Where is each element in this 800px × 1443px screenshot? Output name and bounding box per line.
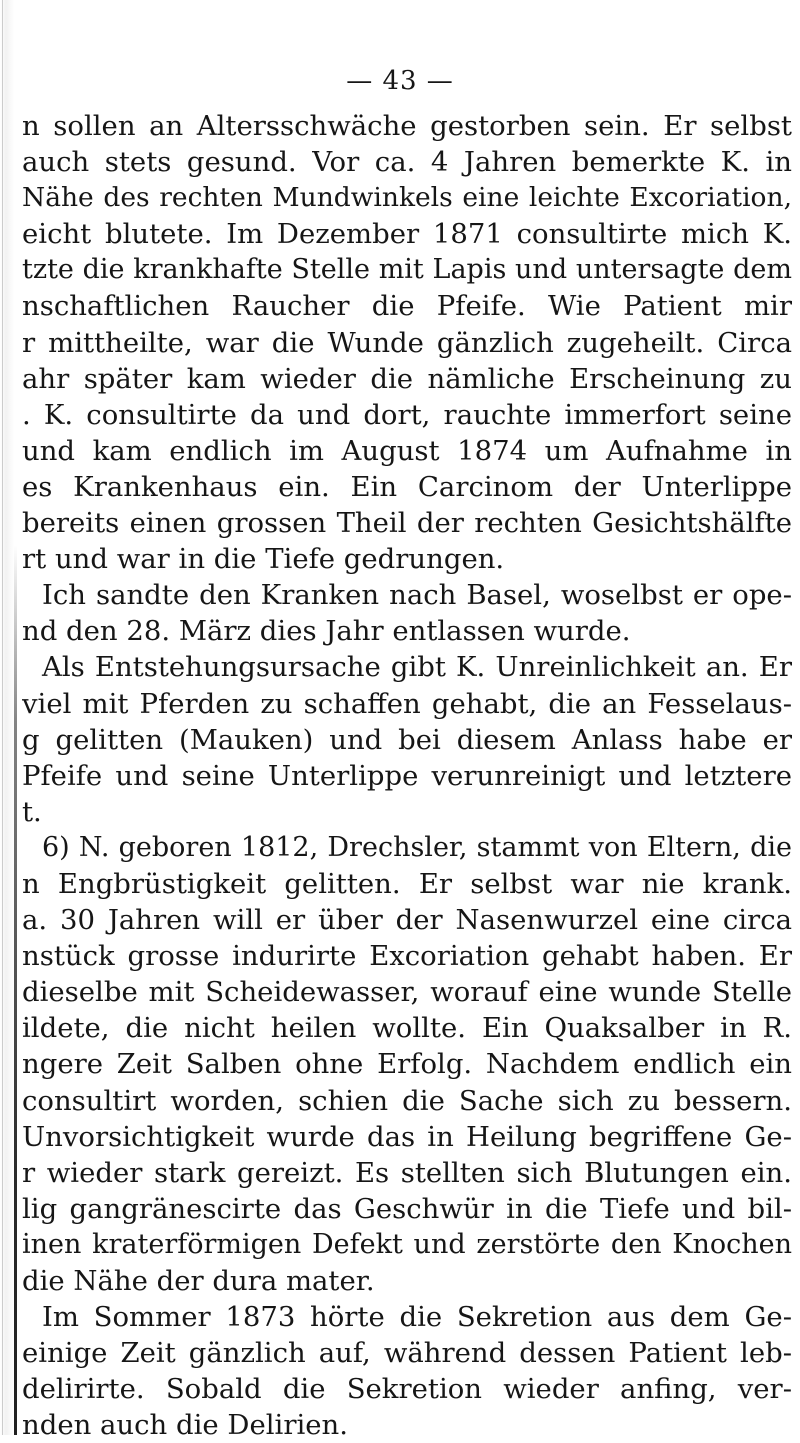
text-line: nschaftlichen Raucher die Pfeife. Wie Patient mir <box>22 290 792 323</box>
text-line: rt und war in die Tiefe gedrungen. <box>22 543 505 576</box>
binding-gutter-shadow <box>14 545 17 1435</box>
text-line: Im Sommer 1873 hörte die Sekretion aus dem Ge- <box>42 1301 792 1334</box>
text-line: Nähe des rechten Mundwinkels eine leichte Excoriation, <box>22 182 792 214</box>
text-line: g gelitten (Mauken) und bei diesem Anlass habe er <box>22 723 792 756</box>
text-line: dieselbe mit Scheidewasser, worauf eine wunde Stelle <box>22 976 792 1009</box>
body-text <box>22 108 792 1443</box>
text-line: r wieder stark gereizt. Es stellten sich Blutungen ein. <box>22 1156 792 1189</box>
text-line: bereits einen grossen Theil der rechten Gesichtshälfte <box>22 507 792 540</box>
text-line: n sollen an Altersschwäche gestorben sein. Er selbst <box>22 110 792 142</box>
text-line: eicht blutete. Im Dezember 1871 consultirte mich K. <box>22 218 792 251</box>
text-line: viel mit Pferden zu schaffen gehabt, die an Fesselaus- <box>22 687 792 720</box>
text-line: consultirt worden, schien die Sache sich zu bessern. <box>22 1084 792 1117</box>
text-line: ngere Zeit Salben ohne Erfolg. Nachdem endlich ein <box>22 1048 792 1081</box>
text-line: 6) N. geboren 1812, Drechsler, stammt von Eltern, die <box>42 831 792 863</box>
text-line: es Krankenhaus ein. Ein Carcinom der Unterlippe <box>22 470 792 503</box>
text-line: r mittheilte, war die Wunde gänzlich zugeheilt. Circa <box>22 326 792 359</box>
text-line: nden auch die Delirien. <box>22 1409 348 1442</box>
text-line: einige Zeit gänzlich auf, während dessen Patient leb- <box>22 1337 792 1370</box>
text-line: Pfeife und seine Unterlippe verunreinigt und letztere <box>22 759 792 792</box>
page-edge-line <box>2 0 3 1435</box>
text-line: ildete, die nicht heilen wollte. Ein Quaksalber in R. <box>22 1012 792 1045</box>
text-line: delirirte. Sobald die Sekretion wieder anfing, ver- <box>22 1373 792 1406</box>
text-line: Ich sandte den Kranken nach Basel, woselbst er ope- <box>42 579 792 612</box>
text-line: n Engbrüstigkeit gelitten. Er selbst war nie krank. <box>22 867 792 900</box>
text-line: Unvorsichtigkeit wurde das in Heilung begriffene Ge- <box>22 1120 792 1153</box>
text-line: lig gangränescirte das Geschwür in die Tiefe und bil- <box>22 1192 792 1225</box>
text-line: ahr später kam wieder die nämliche Erscheinung zu <box>22 362 792 395</box>
text-line: a. 30 Jahren will er über der Nasenwurzel eine circa <box>22 904 792 937</box>
text-line: und kam endlich im August 1874 um Aufnahme in <box>22 434 792 467</box>
text-line: Als Entstehungsursache gibt K. Unreinlichkeit an. Er <box>42 651 792 684</box>
page-number: — 43 — <box>346 66 454 96</box>
text-line: inen kraterförmigen Defekt und zerstörte den Knochen <box>22 1228 792 1260</box>
text-line: auch stets gesund. Vor ca. 4 Jahren bemerkte K. in <box>22 146 792 179</box>
text-line: nstück grosse indurirte Excoriation gehabt haben. Er <box>22 940 792 973</box>
text-line: tzte die krankhafte Stelle mit Lapis und untersagte dem <box>22 254 792 286</box>
text-line: die Nähe der dura mater. <box>22 1265 375 1297</box>
text-line: . K. consultirte da und dort, rauchte immerfort seine <box>22 398 792 431</box>
text-line: t. <box>22 795 42 828</box>
text-line: nd den 28. März dies Jahr entlassen wurde. <box>22 615 631 648</box>
